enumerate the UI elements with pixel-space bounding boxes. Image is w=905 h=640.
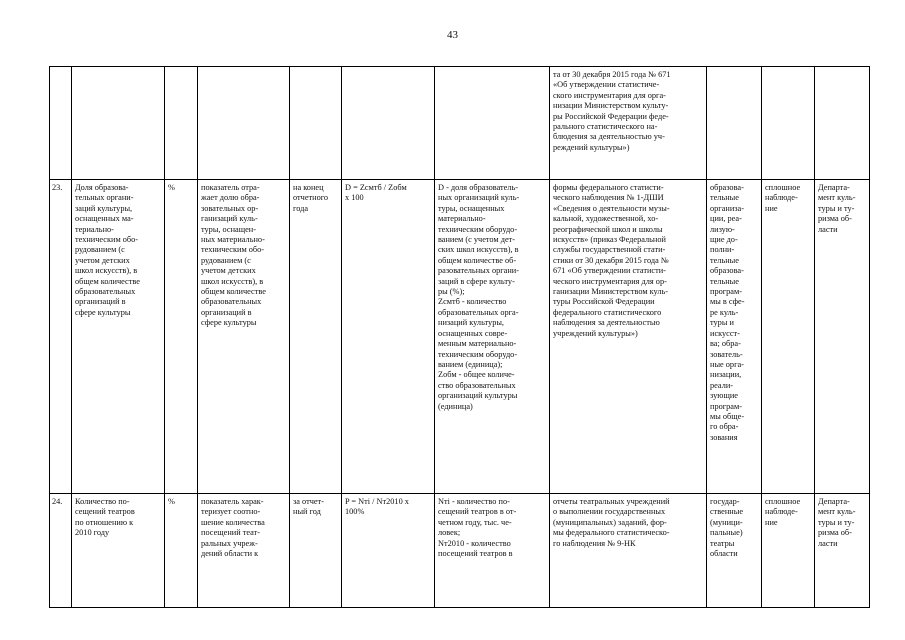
table-row-24 — [50, 494, 870, 608]
time-characteristic: за отчет- ный год — [290, 494, 342, 608]
table-cell — [290, 67, 342, 180]
table-cell — [72, 67, 165, 180]
observation-population: государ- ственные (муници- пальные) театры области — [707, 494, 762, 608]
data-source: отчеты театральных учреждений о выполнении государственных (муниципальных) заданий, фор- мы федерального статистическо- го наблюдения № 9-НК — [550, 494, 707, 608]
time-characteristic: на конец отчетного года — [290, 180, 342, 494]
table-cell — [707, 67, 762, 180]
collection-method: сплошное наблюде- ние — [762, 494, 815, 608]
indicators-table — [49, 66, 870, 608]
indicator-definition: показатель харак- теризует соотно- шение количества посещений теат- ральных учреж- дений области к — [198, 494, 290, 608]
formula-variables: Nтi - количество по- сещений театров в от- четном году, тыс. че- ловек; Nт2010 - количество посещений театров в — [435, 494, 550, 608]
table-row-23 — [50, 180, 870, 494]
table-cell — [342, 67, 435, 180]
table-cell — [762, 67, 815, 180]
row-number: 23. — [50, 180, 72, 494]
table-cell — [165, 67, 198, 180]
table-cell — [815, 67, 870, 180]
collection-method: сплошное наблюде- ние — [762, 180, 815, 494]
indicator-name: Количество по- сещений театров по отношению к 2010 году — [72, 494, 165, 608]
indicator-definition: показатель отра- жает долю обра- зовательных ор- ганизаций куль- туры, оснащен- ных материально- техническим обо- рудованием (с учетом детских школ искусств), в общем количестве образовательных организаций в сфере культуры — [198, 180, 290, 494]
calculation-formula: P = Nтi / Nт2010 х 100% — [342, 494, 435, 608]
table-cell — [435, 67, 550, 180]
unit-of-measure: % — [165, 180, 198, 494]
responsible-body: Департа- мент куль- туры и ту- ризма об- ласти — [815, 180, 870, 494]
data-source: формы федерального статисти- ческого наблюдения № 1-ДШИ «Сведения о деятельности музы- кальной, художественной, хо- реографической школ и школы искусств» (приказ Федеральной службы государственной стати- стики от 30 декабря 2015 года № 671 «Об утверждении статисти- ческого инструментария для ор- ганизации Министерством куль- туры Российской Федерации федерального статистического наблюдения за деятельностью учреждений культуры») — [550, 180, 707, 494]
unit-of-measure: % — [165, 494, 198, 608]
table-cell-source: та от 30 декабря 2015 года № 671 «Об утверждении статистиче- ского инструментария для орга- низации Министерством культу- ры Российской Федерации феде- рального статистического на- блюдения за деятельностью уч- реждений культуры») — [550, 67, 707, 180]
responsible-body: Департа- мент куль- туры и ту- ризма об- ласти — [815, 494, 870, 608]
row-number: 24. — [50, 494, 72, 608]
indicator-name: Доля образова- тельных органи- заций культуры, оснащенных ма- териально- техническим обо- рудованием (с учетом детских школ искусств), в общем количестве образовательных организаций в сфере культуры — [72, 180, 165, 494]
calculation-formula: D = Zсмтб / Zобм х 100 — [342, 180, 435, 494]
table-row-continued — [50, 67, 870, 180]
page-number: 43 — [447, 29, 458, 41]
table-cell — [198, 67, 290, 180]
formula-variables: D - доля образователь- ных организаций куль- туры, оснащенных материально- техническим оборудо- ванием (с учетом дет- ских школ искусств), в общем количестве об- разовательных органи- заций в сфере культу- ры (%); Zсмтб - количество образовательных орга- низаций культуры, оснащенных совре- менным материально- техническим оборудо- ванием (единица); Zобм - общее количе- ство образовательных организаций культуры (единица) — [435, 180, 550, 494]
observation-population: образова- тельные организа- ции, реа- лизую- щие до- полни- тельные образова- тельные програм- мы в сфе- ре куль- туры и искусст- ва; обра- зователь- ные орга- низации, реали- зующие програм- мы обще- го обра- зования — [707, 180, 762, 494]
table-cell — [50, 67, 72, 180]
